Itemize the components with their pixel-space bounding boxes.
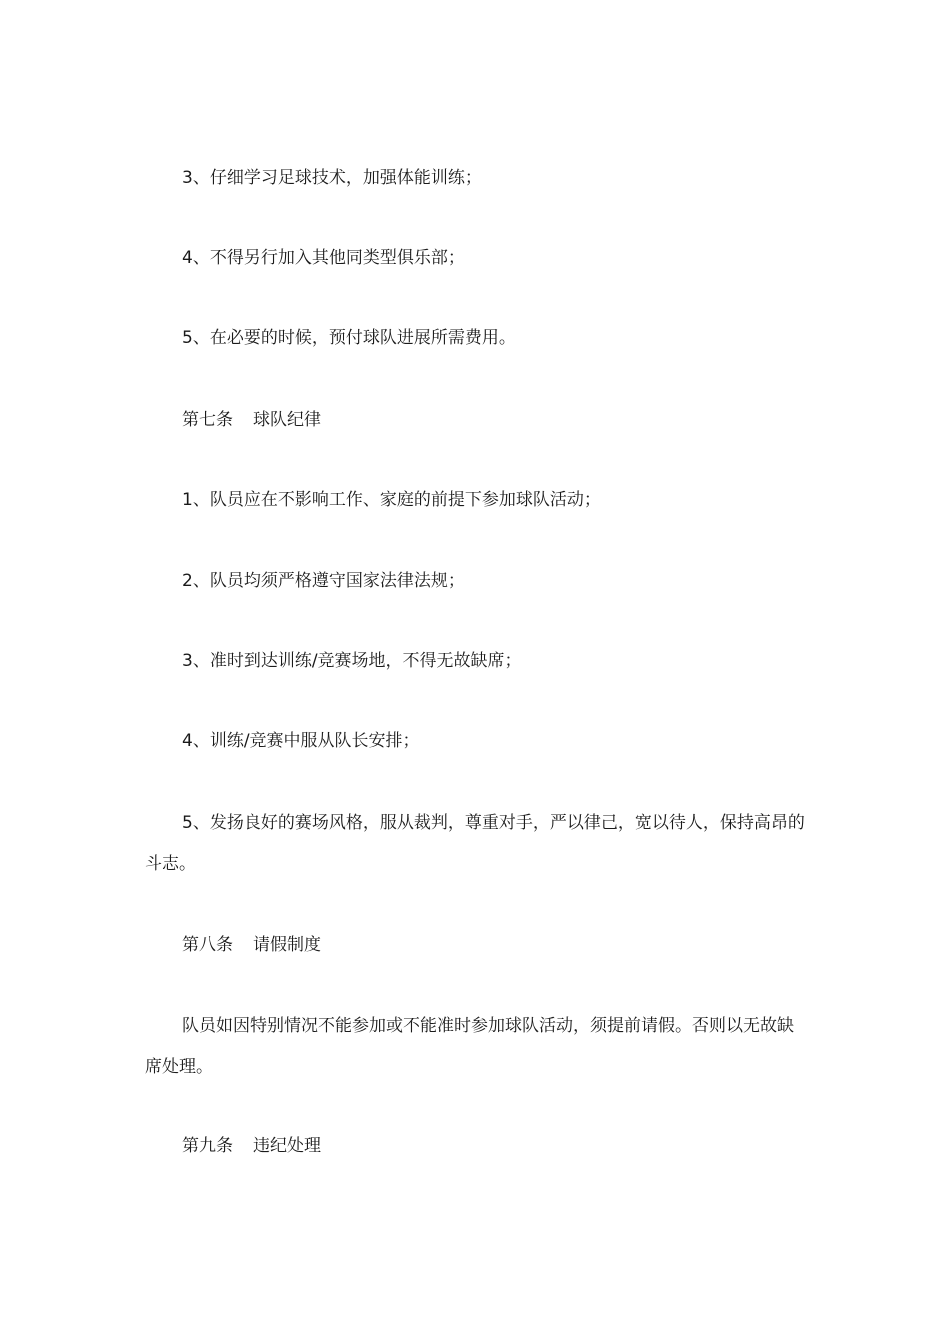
article-number: 第七条 [182,410,233,430]
section-heading-article-9 [145,1126,810,1167]
article-number: 第九条 [182,1136,233,1156]
paragraph-leave-policy: 队员如因特别情况不能参加或不能准时参加球队活动，须提前请假。否则以无故缺席处理。 [145,1016,794,1077]
article-title: 球队纪律 [253,410,321,430]
paragraph-rule-6-3: 3、仔细学习足球技术，加强体能训练； [182,168,482,188]
paragraph-rule-7-5: 5、发扬良好的赛场风格，服从裁判，尊重对手，严以律己，宽以待人，保持高昂的斗志。 [145,813,805,874]
paragraph-rule-7-2: 2、队员均须严格遵守国家法律法规； [182,571,465,591]
paragraph-rule-7-1: 1、队员应在不影响工作、家庭的前提下参加球队活动； [182,490,601,510]
paragraph-rule-7-3: 3、准时到达训练/竞赛场地，不得无故缺席； [182,651,522,671]
section-heading-article-7 [145,400,810,441]
paragraph-rule-6-5: 5、在必要的时候，预付球队进展所需费用。 [182,328,516,348]
section-heading-article-8 [145,925,810,966]
paragraph-rule-7-4: 4、训练/竞赛中服从队长安排； [182,731,420,751]
article-title: 违纪处理 [253,1136,321,1156]
article-title: 请假制度 [253,935,321,955]
article-number: 第八条 [182,935,233,955]
paragraph-rule-6-4: 4、不得另行加入其他同类型俱乐部； [182,248,465,268]
